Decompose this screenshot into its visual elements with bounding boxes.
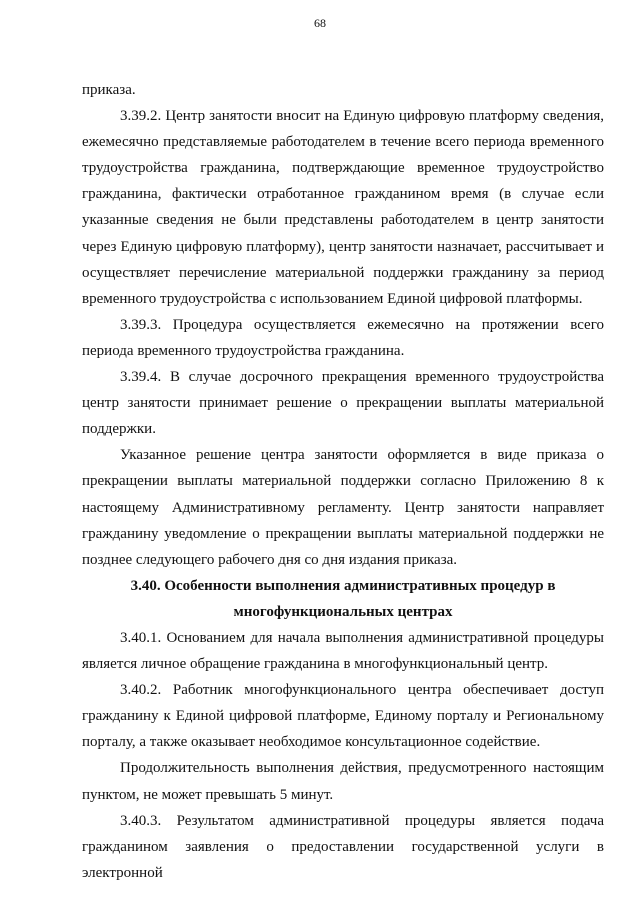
paragraph-3-39-4: 3.39.4. В случае досрочного прекращения временного трудоустройства центр занятости принимает решение о прекращении выплаты материальной поддержки. xyxy=(82,369,604,438)
page-number: 68 xyxy=(314,16,326,30)
paragraph-decision: Указанное решение центра занятости оформляется в виде приказа о прекращении выплаты материальной поддержки согласно Приложению 8 к настоящему Административному регламенту. Центр занятости направляет гражданину уведомление о прекращении выплаты материальной поддержки не позднее следующего рабочего дня со дня издания приказа. xyxy=(82,447,604,568)
paragraph-continuation: приказа. xyxy=(82,82,136,98)
section-heading-3-40: 3.40. Особенности выполнения административных процедур в xyxy=(130,577,556,594)
paragraph-3-39-3: 3.39.3. Процедура осуществляется ежемесячно на протяжении всего периода временного трудоустройства гражданина. xyxy=(82,316,604,359)
paragraph-duration: Продолжительность выполнения действия, предусмотренного настоящим пунктом, не может превышать 5 минут. xyxy=(82,760,604,803)
document-body xyxy=(82,77,604,886)
paragraph-3-39-2: 3.39.2. Центр занятости вносит на Единую цифровую платформу сведения, ежемесячно представляемые работодателем в течение всего периода временного трудоустройства гражданина, подтверждающие временное трудоустройство гражданина, фактически отработанное гражданином время (в случае если указанные сведения не были представлены работодателем в центр занятости через Единую цифровую платформу), центр занятости назначает, рассчитывает и осуществляет перечисление материальной поддержки гражданину за период временного трудоустройства с использованием Единой цифровой платформы. xyxy=(82,108,604,307)
paragraph-3-40-2: 3.40.2. Работник многофункционального центра обеспечивает доступ гражданину к Единой цифровой платформе, Единому порталу и Региональному порталу, а также оказывает необходимое консультационное содействие. xyxy=(82,682,604,751)
paragraph-3-40-3: 3.40.3. Результатом административной процедуры является подача гражданином заявления о предоставлении государственной услуги в электронной xyxy=(82,812,604,881)
paragraph-3-40-1: 3.40.1. Основанием для начала выполнения административной процедуры является личное обращение гражданина в многофункциональный центр. xyxy=(82,629,604,673)
section-heading-3-40-line2: многофункциональных центрах xyxy=(233,603,453,620)
